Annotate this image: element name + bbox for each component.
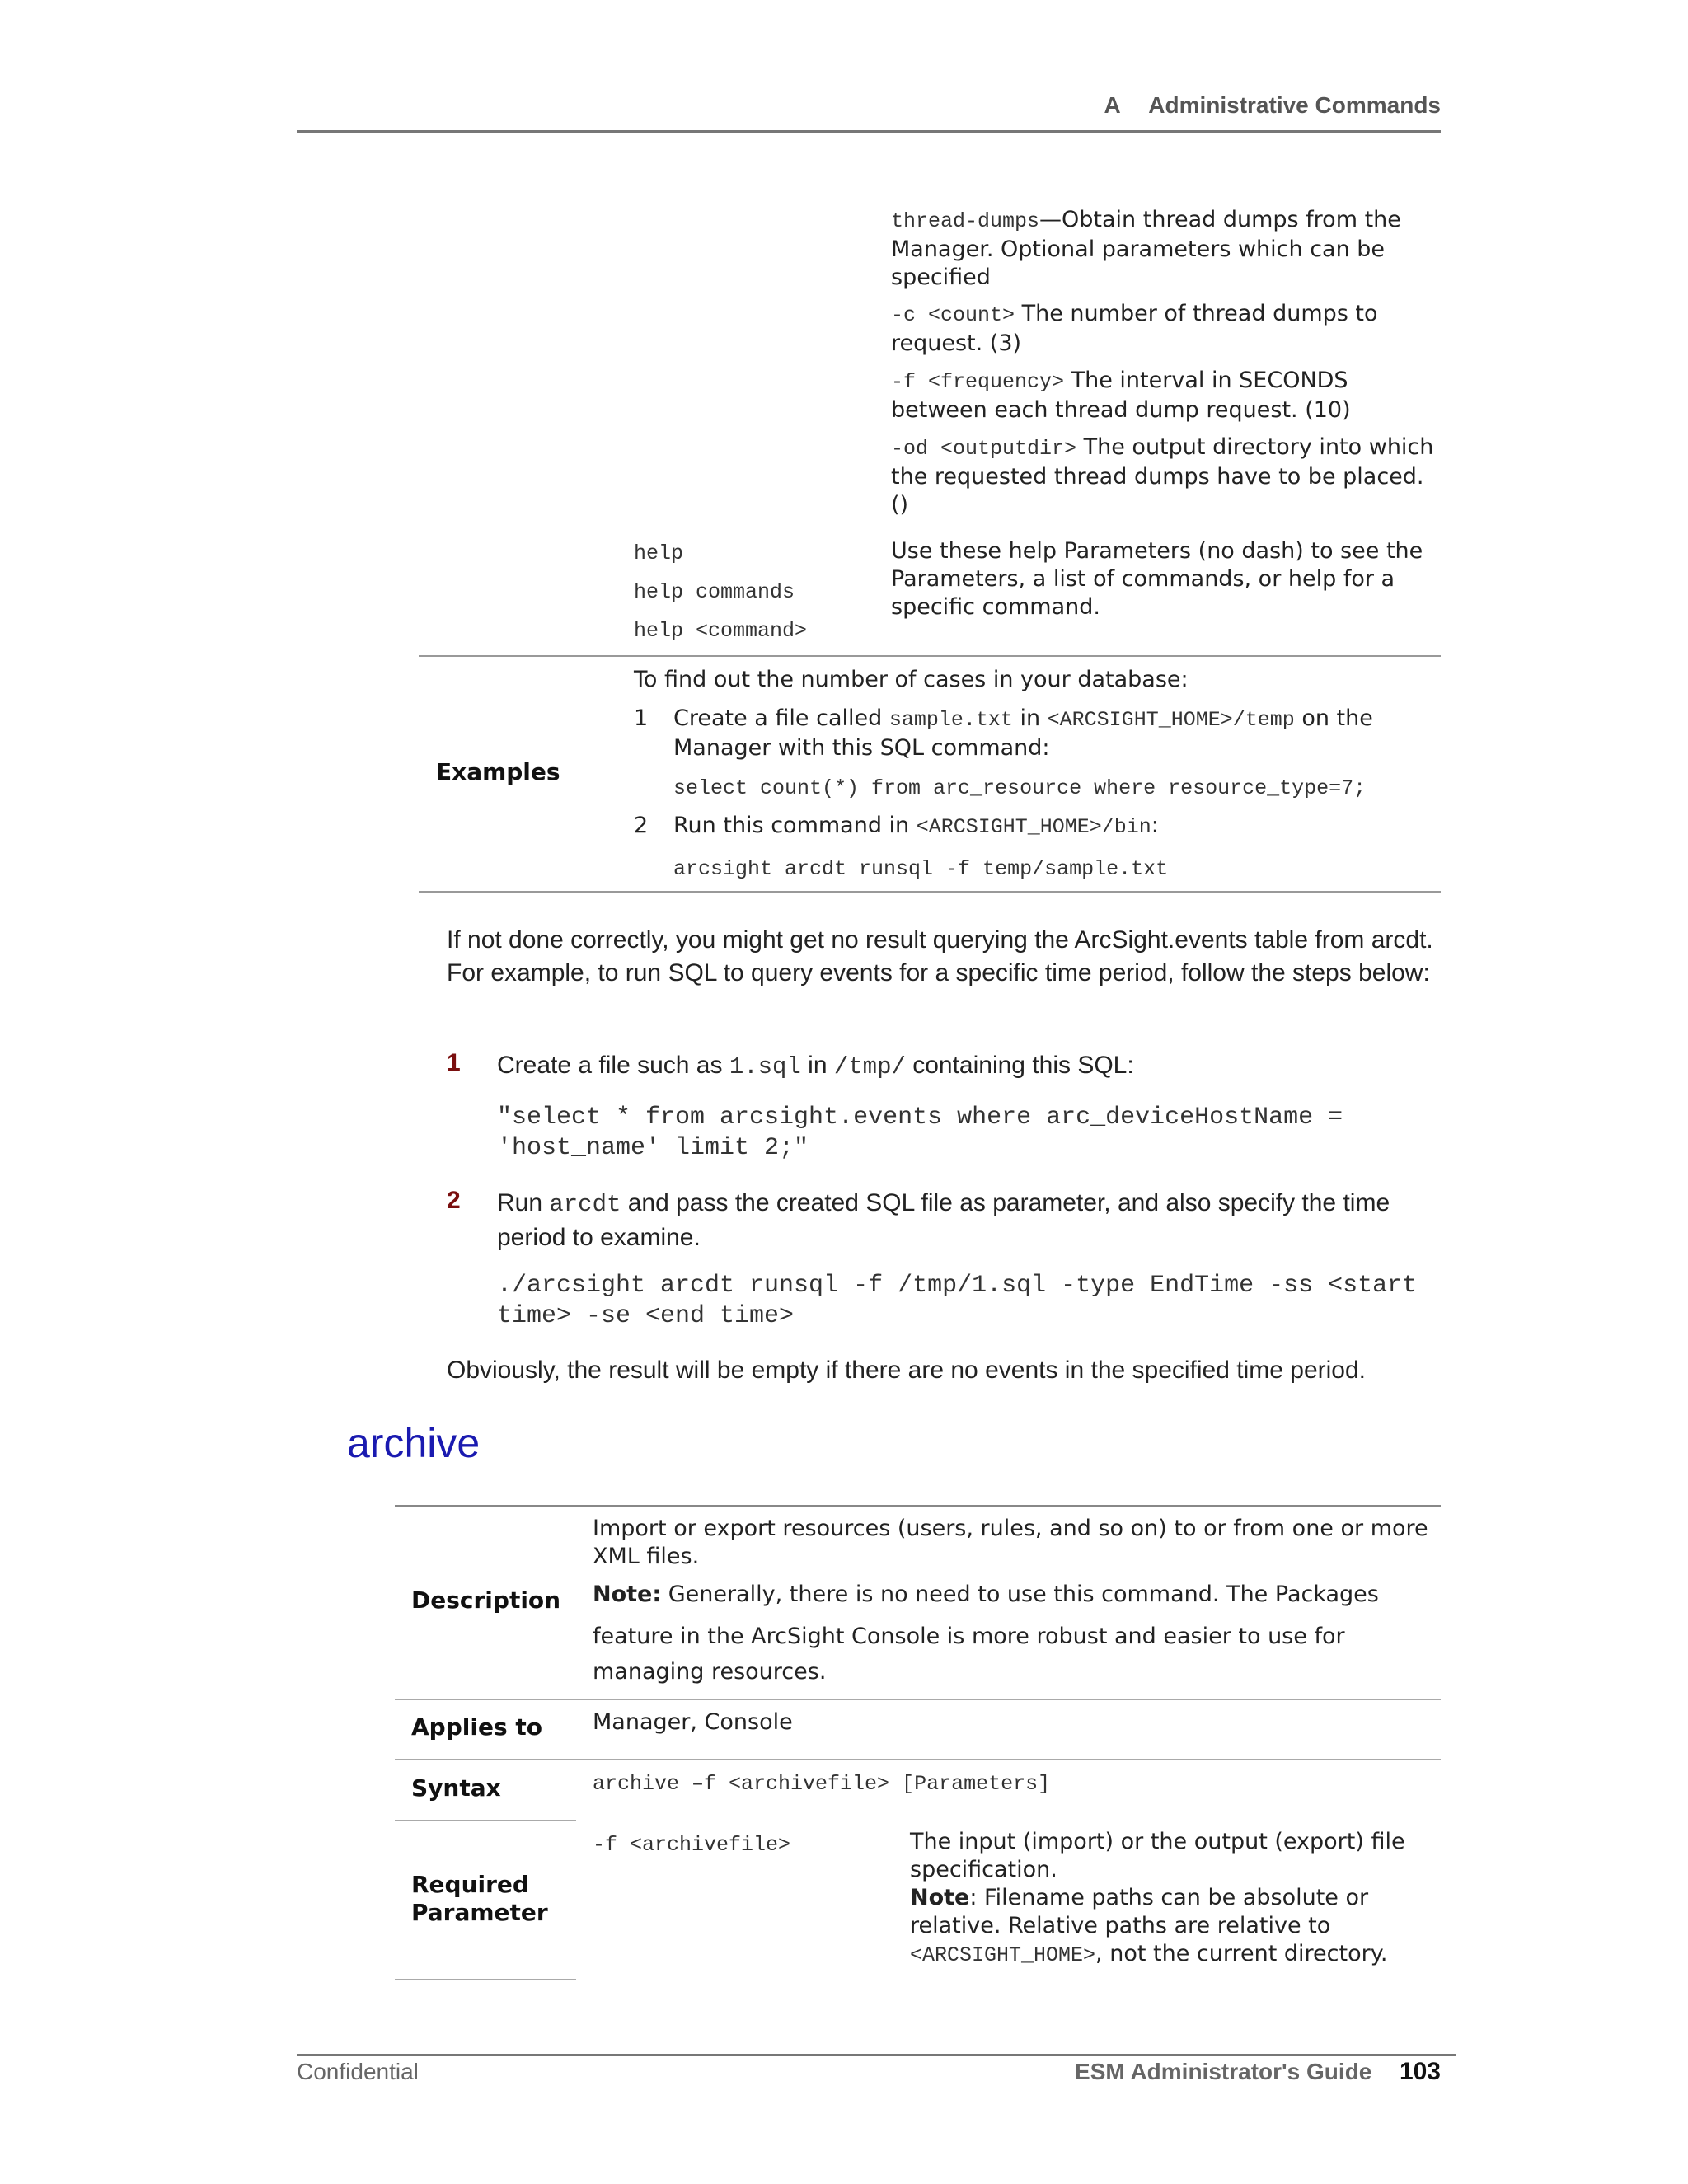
step1-path: <ARCSIGHT_HOME>/temp bbox=[1047, 708, 1295, 732]
archive-heading: archive bbox=[347, 1420, 481, 1466]
example-step-2-number: 2 bbox=[634, 813, 649, 838]
description-label: Description bbox=[411, 1586, 561, 1614]
applies-to-text: Manager, Console bbox=[593, 1709, 793, 1735]
description-text: Import or export resources (users, rules, and so on) to or from one or more XML files. bbox=[593, 1516, 1428, 1569]
step2-text-a: Run this command in bbox=[673, 813, 917, 838]
param-frequency-flag: -f <frequency> bbox=[891, 370, 1065, 394]
notes-sql-block: "select * from arcsight.events where arc_deviceHostName = 'host_name' limit 2;" bbox=[497, 1104, 1343, 1162]
step1-text-a: Create a file called bbox=[673, 705, 889, 731]
required-label-line2: Parameter bbox=[411, 1899, 548, 1926]
required-note-code: <ARCSIGHT_HOME> bbox=[910, 1943, 1096, 1967]
notes-s1-filename: 1.sql bbox=[729, 1053, 801, 1080]
footer-confidential: Confidential bbox=[297, 2059, 419, 2084]
param-outputdir-desc: The output directory into which the requested thread dumps have to be placed. () bbox=[891, 434, 1434, 518]
notes-s1-dir: /tmp/ bbox=[833, 1053, 906, 1080]
required-description bbox=[910, 1828, 1437, 1970]
required-bottom-rule bbox=[395, 1979, 576, 1980]
syntax-text: archive –f <archivefile> [Parameters] bbox=[593, 1772, 1051, 1796]
notes-paragraph-2: Obviously, the result will be empty if there are no events in the specified time period. bbox=[447, 1357, 1366, 1384]
step1-text-b: in bbox=[1012, 705, 1048, 731]
step2-path: <ARCSIGHT_HOME>/bin bbox=[916, 815, 1151, 839]
chapter-letter: A bbox=[1104, 92, 1120, 118]
page-number: 103 bbox=[1399, 2058, 1441, 2085]
step1-filename: sample.txt bbox=[889, 708, 1013, 732]
notes-s1-text-c: containing this SQL: bbox=[905, 1052, 1134, 1079]
step2-text-b: : bbox=[1151, 813, 1159, 838]
examples-top-rule bbox=[419, 655, 1441, 657]
step1-text-c: on the Manager with this SQL command: bbox=[673, 705, 1373, 761]
chapter-title: Administrative Commands bbox=[1148, 92, 1441, 118]
notes-s2-code: arcdt bbox=[549, 1191, 621, 1218]
archive-table-top-rule bbox=[395, 1505, 1441, 1507]
description-note-line2: feature in the ArcSight Console is more robust and easier to use for bbox=[593, 1624, 1345, 1649]
param-count-desc: The number of thread dumps to request. (3) bbox=[891, 301, 1378, 356]
required-note-text: : Filename paths can be absolute or relative. Relative paths are relative to bbox=[910, 1885, 1369, 1938]
help-description: Use these help Parameters (no dash) to see the Parameters, a list of commands, or help for a specific command. bbox=[891, 538, 1423, 620]
thread-dumps-description bbox=[891, 206, 1435, 292]
notes-step-1-number: 1 bbox=[447, 1049, 461, 1076]
running-header bbox=[1104, 92, 1441, 119]
param-outputdir-flag: -od <outputdir> bbox=[891, 437, 1077, 461]
notes-step-2 bbox=[497, 1187, 1437, 1254]
syntax-label: Syntax bbox=[411, 1774, 501, 1802]
footer-rule bbox=[297, 2054, 1456, 2056]
notes-step-1 bbox=[497, 1049, 1437, 1084]
required-top-rule bbox=[395, 1820, 576, 1821]
required-parameter-label bbox=[411, 1871, 548, 1927]
example-command: arcsight arcdt runsql -f temp/sample.txt bbox=[673, 857, 1169, 881]
footer-guide bbox=[1075, 2058, 1441, 2086]
param-frequency bbox=[891, 367, 1435, 424]
example-sql: select count(*) from arc_resource where resource_type=7; bbox=[673, 776, 1367, 800]
description-note-line3: managing resources. bbox=[593, 1659, 827, 1685]
notes-command-block: ./arcsight arcdt runsql -f /tmp/1.sql -type EndTime -ss <start time> -se <end time> bbox=[497, 1272, 1418, 1330]
notes-step-2-number: 2 bbox=[447, 1187, 461, 1214]
note-label: Note: bbox=[593, 1582, 662, 1607]
required-desc-text: The input (import) or the output (export) file specification. bbox=[910, 1829, 1405, 1882]
applies-to-label: Applies to bbox=[411, 1713, 542, 1741]
help-command-cmd: help <command> bbox=[634, 619, 808, 643]
help-commands-cmd: help commands bbox=[634, 580, 795, 604]
required-note-end: , not the current directory. bbox=[1095, 1941, 1388, 1966]
syntax-top-rule bbox=[395, 1759, 1441, 1760]
param-outputdir bbox=[891, 434, 1435, 519]
notes-s2-text-b: and pass the created SQL file as parameter, and also specify the time period to examine. bbox=[497, 1189, 1390, 1251]
examples-intro: To find out the number of cases in your database: bbox=[634, 667, 1189, 692]
example-step-2 bbox=[673, 812, 1440, 841]
examples-bottom-rule bbox=[419, 891, 1441, 893]
param-count-flag: -c <count> bbox=[891, 303, 1015, 327]
help-cmd: help bbox=[634, 541, 684, 565]
header-rule bbox=[297, 130, 1441, 133]
examples-label: Examples bbox=[436, 758, 560, 785]
thread-dumps-desc: —Obtain thread dumps from the Manager. Optional parameters which can be specified bbox=[891, 207, 1401, 290]
param-count bbox=[891, 300, 1435, 358]
notes-s1-text-b: in bbox=[800, 1052, 834, 1079]
example-step-1-number: 1 bbox=[634, 705, 649, 731]
thread-dumps-cmd: thread-dumps bbox=[891, 209, 1040, 233]
param-frequency-desc: The interval in SECONDS between each thread dump request. (10) bbox=[891, 368, 1351, 423]
required-flag: -f <archivefile> bbox=[593, 1833, 791, 1857]
required-note-label: Note bbox=[910, 1885, 970, 1910]
notes-paragraph-1: If not done correctly, you might get no result querying the ArcSight.events table from arcdt. For example, to run SQL to query events for a specific time period, follow the steps below: bbox=[447, 926, 1433, 987]
footer-guide-title: ESM Administrator's Guide bbox=[1075, 2059, 1372, 2084]
note-text: Generally, there is no need to use this command. The Packages bbox=[661, 1582, 1379, 1607]
example-step-1 bbox=[673, 705, 1440, 762]
description-note bbox=[593, 1581, 1433, 1609]
notes-s2-text-a: Run bbox=[497, 1189, 550, 1216]
required-label-line1: Required bbox=[411, 1871, 529, 1898]
applies-top-rule bbox=[395, 1699, 1441, 1700]
notes-s1-text-a: Create a file such as bbox=[497, 1052, 729, 1079]
